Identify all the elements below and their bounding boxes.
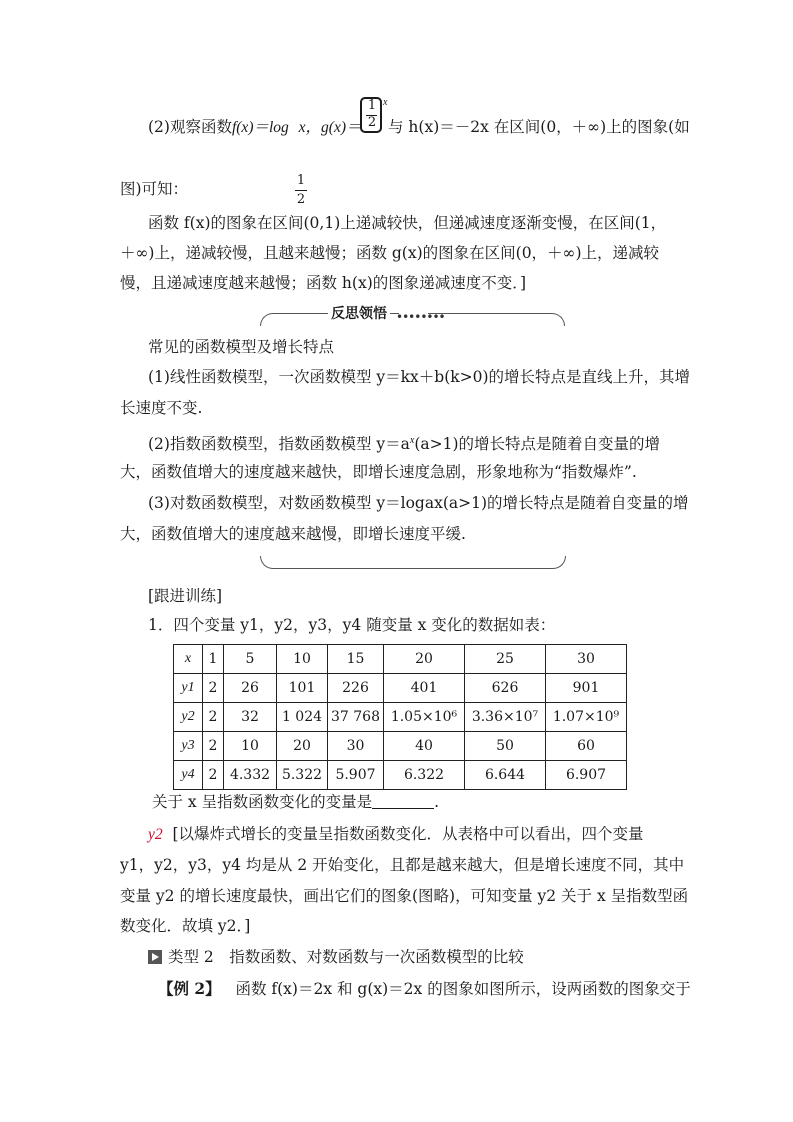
text-span: (2)观察函数 — [148, 118, 232, 136]
table-cell: 10 — [224, 732, 277, 761]
table-row — [174, 645, 627, 674]
text-line: 变量 y2 的增长速度最快，画出它们的图象(图略)，可知变量 y2 关于 x 呈指数型函 — [120, 887, 689, 905]
table-cell: 226 — [328, 674, 384, 703]
table-cell: 1.05×10⁶ — [384, 703, 465, 732]
table-cell: 37 768 — [328, 703, 384, 732]
text-span: 关于 x 呈指数函数变化的变量是 — [152, 793, 373, 811]
text-line: 图)可知： — [120, 180, 189, 198]
g-frac-den: 2 — [367, 115, 377, 130]
table-cell: 5.907 — [328, 761, 384, 790]
table-cell: 60 — [546, 732, 627, 761]
table-cell: 32 — [224, 703, 277, 732]
log-base-den: 2 — [296, 192, 306, 207]
text-line: 大，函数值增大的速度越来越慢，即增长速度平缓. — [120, 525, 466, 543]
table-cell: 1.07×10⁹ — [546, 703, 627, 732]
table-cell: 6.907 — [546, 761, 627, 790]
banner-dots: •••••••• — [396, 310, 445, 324]
text-span: (2)指数函数模型，指数函数模型 y＝a — [148, 435, 410, 454]
table-cell: 30 — [328, 732, 384, 761]
table-cell: 30 — [546, 645, 627, 674]
text-line: y1，y2，y3，y4 均是从 2 开始变化，且都是越来越大，但是增长速度不同，其中 — [120, 856, 685, 874]
h-part: 与 h(x)＝－2x 在区间(0，＋∞)上的图象(如 — [388, 118, 690, 136]
g-frac-num: 1 — [367, 98, 377, 113]
text-line: 慢，且递减速度越来越慢；函数 h(x)的图象递减速度不变．] — [120, 274, 527, 292]
reflection-title: 反思领悟 — [328, 303, 390, 323]
text-span: 函数 f(x)＝2x 和 g(x)＝2x 的图象如图所示，设两函数的图象交于 — [235, 980, 691, 998]
table-cell: 20 — [277, 732, 328, 761]
text-line: (1)线性函数模型，一次函数模型 y＝kx＋b(k>0)的增长特点是直线上升，其增 — [148, 368, 691, 386]
text-span: [以爆炸式增长的变量呈指数函数变化．从表格中可以看出，四个变量 — [172, 825, 644, 843]
text-line: ＋∞)上，递减较慢，且越来越慢；函数 g(x)的图象在区间(0，＋∞)上，递减较 — [120, 244, 660, 262]
answer-blank — [372, 794, 434, 809]
log-base-num: 1 — [296, 173, 306, 188]
table-cell: 101 — [277, 674, 328, 703]
table-cell: y2 — [174, 703, 203, 732]
table-cell: 2 — [203, 732, 224, 761]
text-line: 数变化．故填 y2．] — [120, 917, 251, 935]
text-line — [148, 824, 644, 845]
table-cell: 15 — [328, 645, 384, 674]
reflection-heading: 常见的函数模型及增长特点 — [148, 338, 335, 356]
table-cell: 4.332 — [224, 761, 277, 790]
log-base-bar — [295, 190, 307, 191]
answer: y2 — [148, 826, 163, 843]
g-definition: ，g(x)＝ — [305, 119, 362, 136]
table-cell: 6.644 — [465, 761, 546, 790]
text-line — [148, 117, 362, 138]
f-variable: x — [298, 119, 306, 136]
table-cell: 2 — [203, 761, 224, 790]
example-tag: 【例 2】 — [158, 979, 221, 998]
table-cell: y3 — [174, 732, 203, 761]
table-row — [174, 674, 627, 703]
text-span: 类型 2 指数函数、对数函数与一次函数模型的比较 — [168, 948, 524, 966]
text-line: (3)对数函数模型，对数函数模型 y＝logax(a>1)的增长特点是随着自变量的增 — [148, 494, 689, 512]
table-cell: 40 — [384, 732, 465, 761]
text-line: 长速度不变. — [120, 399, 203, 417]
table-cell: 10 — [277, 645, 328, 674]
table-cell: 901 — [546, 674, 627, 703]
example-2 — [158, 979, 691, 999]
training-label: [跟进训练] — [148, 587, 223, 605]
table-cell: 626 — [465, 674, 546, 703]
table-row — [174, 761, 627, 790]
question-ask — [152, 792, 439, 812]
data-table — [173, 644, 627, 790]
table-cell: 2 — [203, 703, 224, 732]
table-cell: 25 — [465, 645, 546, 674]
type2-heading — [148, 947, 524, 967]
text-line — [148, 431, 660, 454]
table-row — [174, 703, 627, 732]
table-cell: y1 — [174, 674, 203, 703]
table-row — [174, 732, 627, 761]
table-cell: 3.36×10⁷ — [465, 703, 546, 732]
banner-frame-right — [428, 313, 565, 326]
text-span: (a>1)的增长特点是随着自变量的增 — [414, 435, 661, 454]
g-exponent: x — [383, 97, 388, 108]
table-cell: 5.322 — [277, 761, 328, 790]
question-1: 1．四个变量 y1，y2，y3，y4 随变量 x 变化的数据如表： — [148, 616, 556, 634]
table-cell: x — [174, 645, 203, 674]
play-icon — [148, 950, 162, 964]
table-cell: 1 024 — [277, 703, 328, 732]
superscript: x — [409, 435, 415, 446]
text-line: 大，函数值增大的速度越来越快，即增长速度急剧，形象地称为“指数爆炸”. — [120, 463, 637, 481]
table-cell: 401 — [384, 674, 465, 703]
table-cell: 50 — [465, 732, 546, 761]
table-cell: 5 — [224, 645, 277, 674]
table-cell: 26 — [224, 674, 277, 703]
banner-frame-bottom — [260, 556, 566, 569]
table-cell: 2 — [203, 674, 224, 703]
table-cell: 20 — [384, 645, 465, 674]
table-cell: y4 — [174, 761, 203, 790]
text-span: . — [434, 793, 440, 811]
text-line: 函数 f(x)的图象在区间(0,1)上递减较快，但递减速度逐渐变慢，在区间(1， — [148, 214, 667, 232]
f-definition: f(x)＝log — [231, 119, 289, 136]
table-cell: 6.322 — [384, 761, 465, 790]
table-cell: 1 — [203, 645, 224, 674]
